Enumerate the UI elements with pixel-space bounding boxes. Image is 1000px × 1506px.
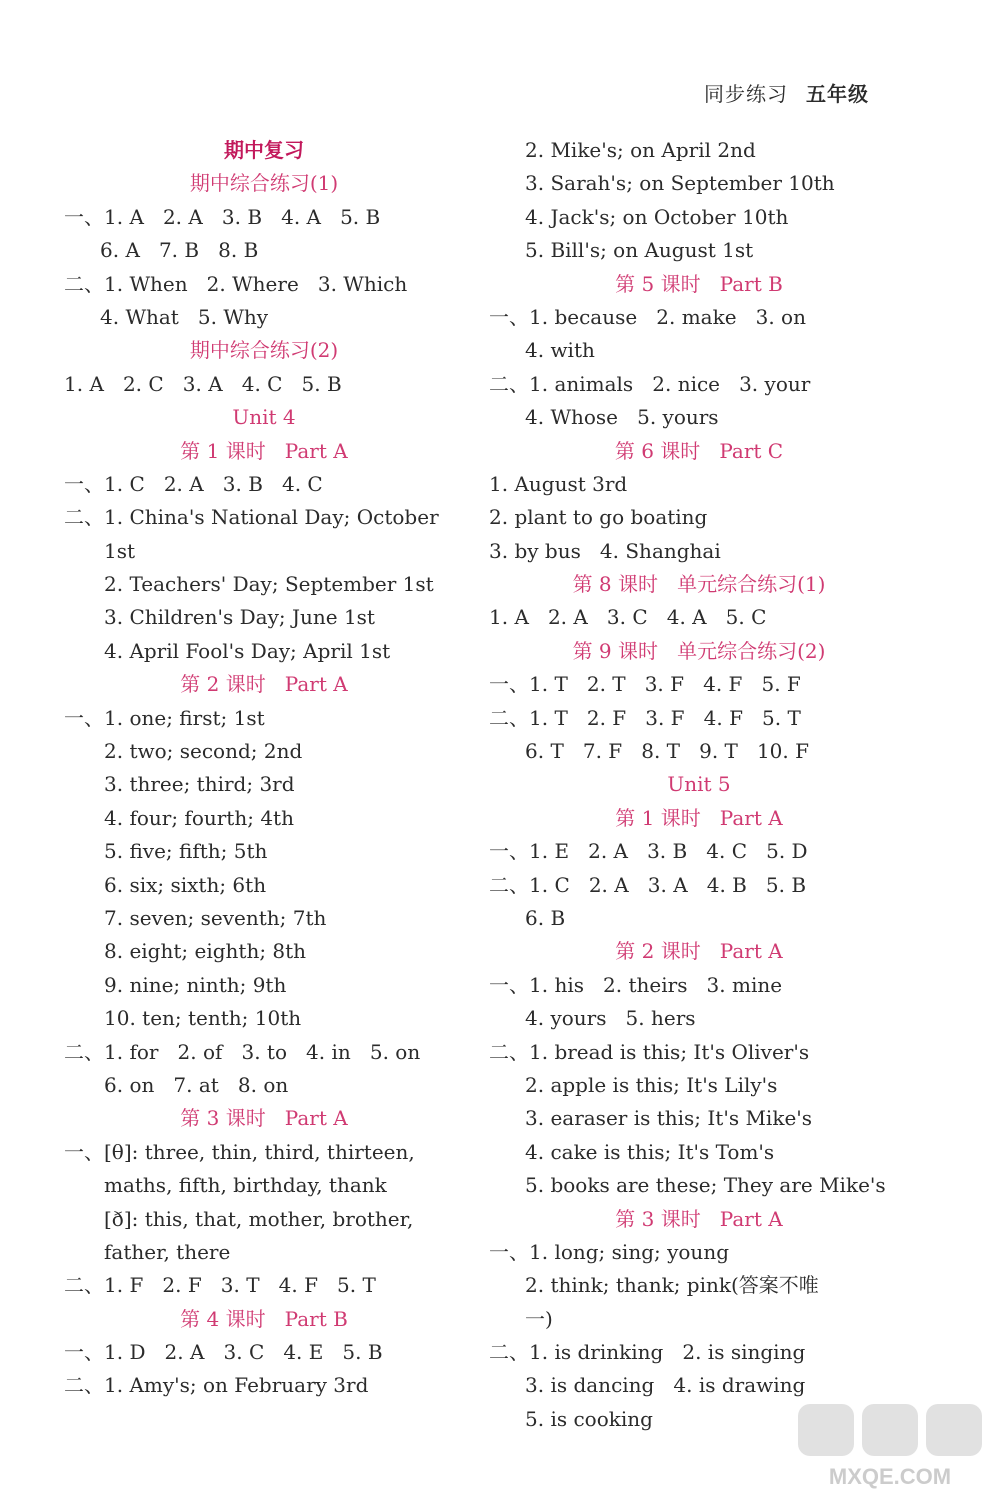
answer-line: 5. books are these; They are Mike's xyxy=(525,1173,886,1198)
section-heading: 期中复习 xyxy=(224,138,304,162)
section-heading: 第 2 课时 Part A xyxy=(615,939,783,964)
section-heading: 第 2 课时 Part A xyxy=(180,672,348,697)
answer-line: 5. is cooking xyxy=(525,1406,653,1431)
section-heading: Unit 5 xyxy=(667,772,731,797)
answer-line: 5. five; fifth; 5th xyxy=(104,839,268,864)
answer-line: 3. Sarah's; on September 10th xyxy=(525,171,835,196)
answer-line: 3. by bus 4. Shanghai xyxy=(489,538,721,563)
answer-line: 一、1. one; first; 1st xyxy=(64,705,265,730)
section-heading: 第 1 课时 Part A xyxy=(180,438,348,463)
section-heading: 第 1 课时 Part A xyxy=(615,805,783,830)
answer-line: father, there xyxy=(104,1239,231,1264)
answer-line: 二、1. for 2. of 3. to 4. in 5. on xyxy=(64,1039,421,1064)
answer-line: 7. seven; seventh; 7th xyxy=(104,905,327,930)
answer-line: 一、1. E 2. A 3. B 4. C 5. D xyxy=(489,839,808,864)
answer-line: 5. Bill's; on August 1st xyxy=(525,238,754,263)
answer-line: 10. ten; tenth; 10th xyxy=(104,1006,302,1031)
answer-line: 二、1. animals 2. nice 3. your xyxy=(489,371,811,396)
section-heading: 第 3 课时 Part A xyxy=(180,1106,348,1131)
grade-label: 五年级 xyxy=(806,82,869,106)
answer-line: 6. B xyxy=(525,905,566,930)
answer-line: 2. Mike's; on April 2nd xyxy=(525,138,756,162)
answer-line: 1. A 2. C 3. A 4. C 5. B xyxy=(64,371,342,396)
answer-line: 一、1. his 2. theirs 3. mine xyxy=(489,972,783,997)
answer-line: 2. two; second; 2nd xyxy=(104,739,303,764)
answer-line: 一、1. because 2. make 3. on xyxy=(489,304,806,329)
answer-line: 4. four; fourth; 4th xyxy=(104,805,294,830)
left-column xyxy=(64,134,464,1403)
section-heading: Unit 4 xyxy=(232,405,296,430)
answer-line: 二、1. C 2. A 3. A 4. B 5. B xyxy=(489,872,807,897)
right-column xyxy=(489,134,909,1436)
section-heading: 第 5 课时 Part B xyxy=(615,271,783,296)
answer-line: 二、1. is drinking 2. is singing xyxy=(489,1340,806,1365)
answer-line: 3. Children's Day; June 1st xyxy=(104,605,375,630)
section-heading: 第 6 课时 Part C xyxy=(614,438,784,463)
answer-line: 二、1. F 2. F 3. T 4. F 5. T xyxy=(64,1273,376,1298)
answer-line: 2. think; thank; pink(答案不唯 xyxy=(525,1273,819,1298)
answer-line: 二、1. China's National Day; October xyxy=(64,505,439,530)
answer-line: 二、1. T 2. F 3. F 4. F 5. T xyxy=(489,705,801,730)
answer-line: 一、1. long; sing; young xyxy=(489,1239,729,1264)
section-heading: 期中综合练习(2) xyxy=(189,338,339,363)
answer-line: 6. on 7. at 8. on xyxy=(104,1072,289,1097)
answer-line: 6. T 7. F 8. T 9. T 10. F xyxy=(525,739,809,764)
answer-line: 3. is dancing 4. is drawing xyxy=(525,1373,806,1398)
answer-line: 1st xyxy=(104,538,136,563)
answer-line: 4. What 5. Why xyxy=(100,304,269,329)
answer-line: 3. earaser is this; It's Mike's xyxy=(525,1106,813,1131)
answer-line: 6. six; sixth; 6th xyxy=(104,872,267,897)
answer-line: 4. April Fool's Day; April 1st xyxy=(104,638,391,663)
watermark-text: MXQE.COM xyxy=(828,1464,952,1489)
answer-line: 1. A 2. A 3. C 4. A 5. C xyxy=(489,605,767,630)
answer-line: 3. three; third; 3rd xyxy=(104,772,295,797)
answer-line: 一、1. A 2. A 3. B 4. A 5. B xyxy=(64,204,381,229)
answer-line: 一、1. C 2. A 3. B 4. C xyxy=(64,471,323,496)
answer-line: 8. eight; eighth; 8th xyxy=(104,939,307,964)
answer-line: [ð]: this, that, mother, brother, xyxy=(104,1206,414,1231)
answer-line: 2. apple is this; It's Lily's xyxy=(525,1072,778,1097)
answer-line: 一) xyxy=(525,1306,553,1331)
section-heading: 第 8 课时 单元综合练习(1) xyxy=(572,572,826,597)
answer-line: 二、1. When 2. Where 3. Which xyxy=(64,271,408,296)
section-heading: 第 4 课时 Part B xyxy=(180,1306,348,1331)
answer-line: maths, fifth, birthday, thank xyxy=(104,1173,387,1198)
answer-line: 1. August 3rd xyxy=(489,471,628,496)
answer-line: 一、1. D 2. A 3. C 4. E 5. B xyxy=(64,1340,383,1365)
section-heading: 第 9 课时 单元综合练习(2) xyxy=(572,638,826,663)
watermark-logo xyxy=(790,1396,990,1496)
answer-line: 4. Jack's; on October 10th xyxy=(525,204,789,229)
answer-line: 二、1. Amy's; on February 3rd xyxy=(64,1373,369,1398)
page-header xyxy=(704,78,869,107)
answer-line: 6. A 7. B 8. B xyxy=(100,238,259,263)
answer-line: 二、1. bread is this; It's Oliver's xyxy=(489,1039,810,1064)
answer-line: 4. Whose 5. yours xyxy=(525,405,719,430)
answer-line: 4. cake is this; It's Tom's xyxy=(525,1139,775,1164)
answer-line: 4. yours 5. hers xyxy=(525,1006,696,1031)
book-title: 同步练习 xyxy=(704,82,788,106)
answer-line: 一、1. T 2. T 3. F 4. F 5. F xyxy=(489,672,801,697)
section-heading: 期中综合练习(1) xyxy=(189,171,339,196)
answer-line: 9. nine; ninth; 9th xyxy=(104,972,287,997)
section-heading: 第 3 课时 Part A xyxy=(615,1206,783,1231)
answer-line: 一、[θ]: three, thin, third, thirteen, xyxy=(64,1139,415,1164)
answer-line: 2. plant to go boating xyxy=(489,505,708,530)
answer-line: 2. Teachers' Day; September 1st xyxy=(104,572,434,597)
answer-line: 4. with xyxy=(525,338,595,363)
